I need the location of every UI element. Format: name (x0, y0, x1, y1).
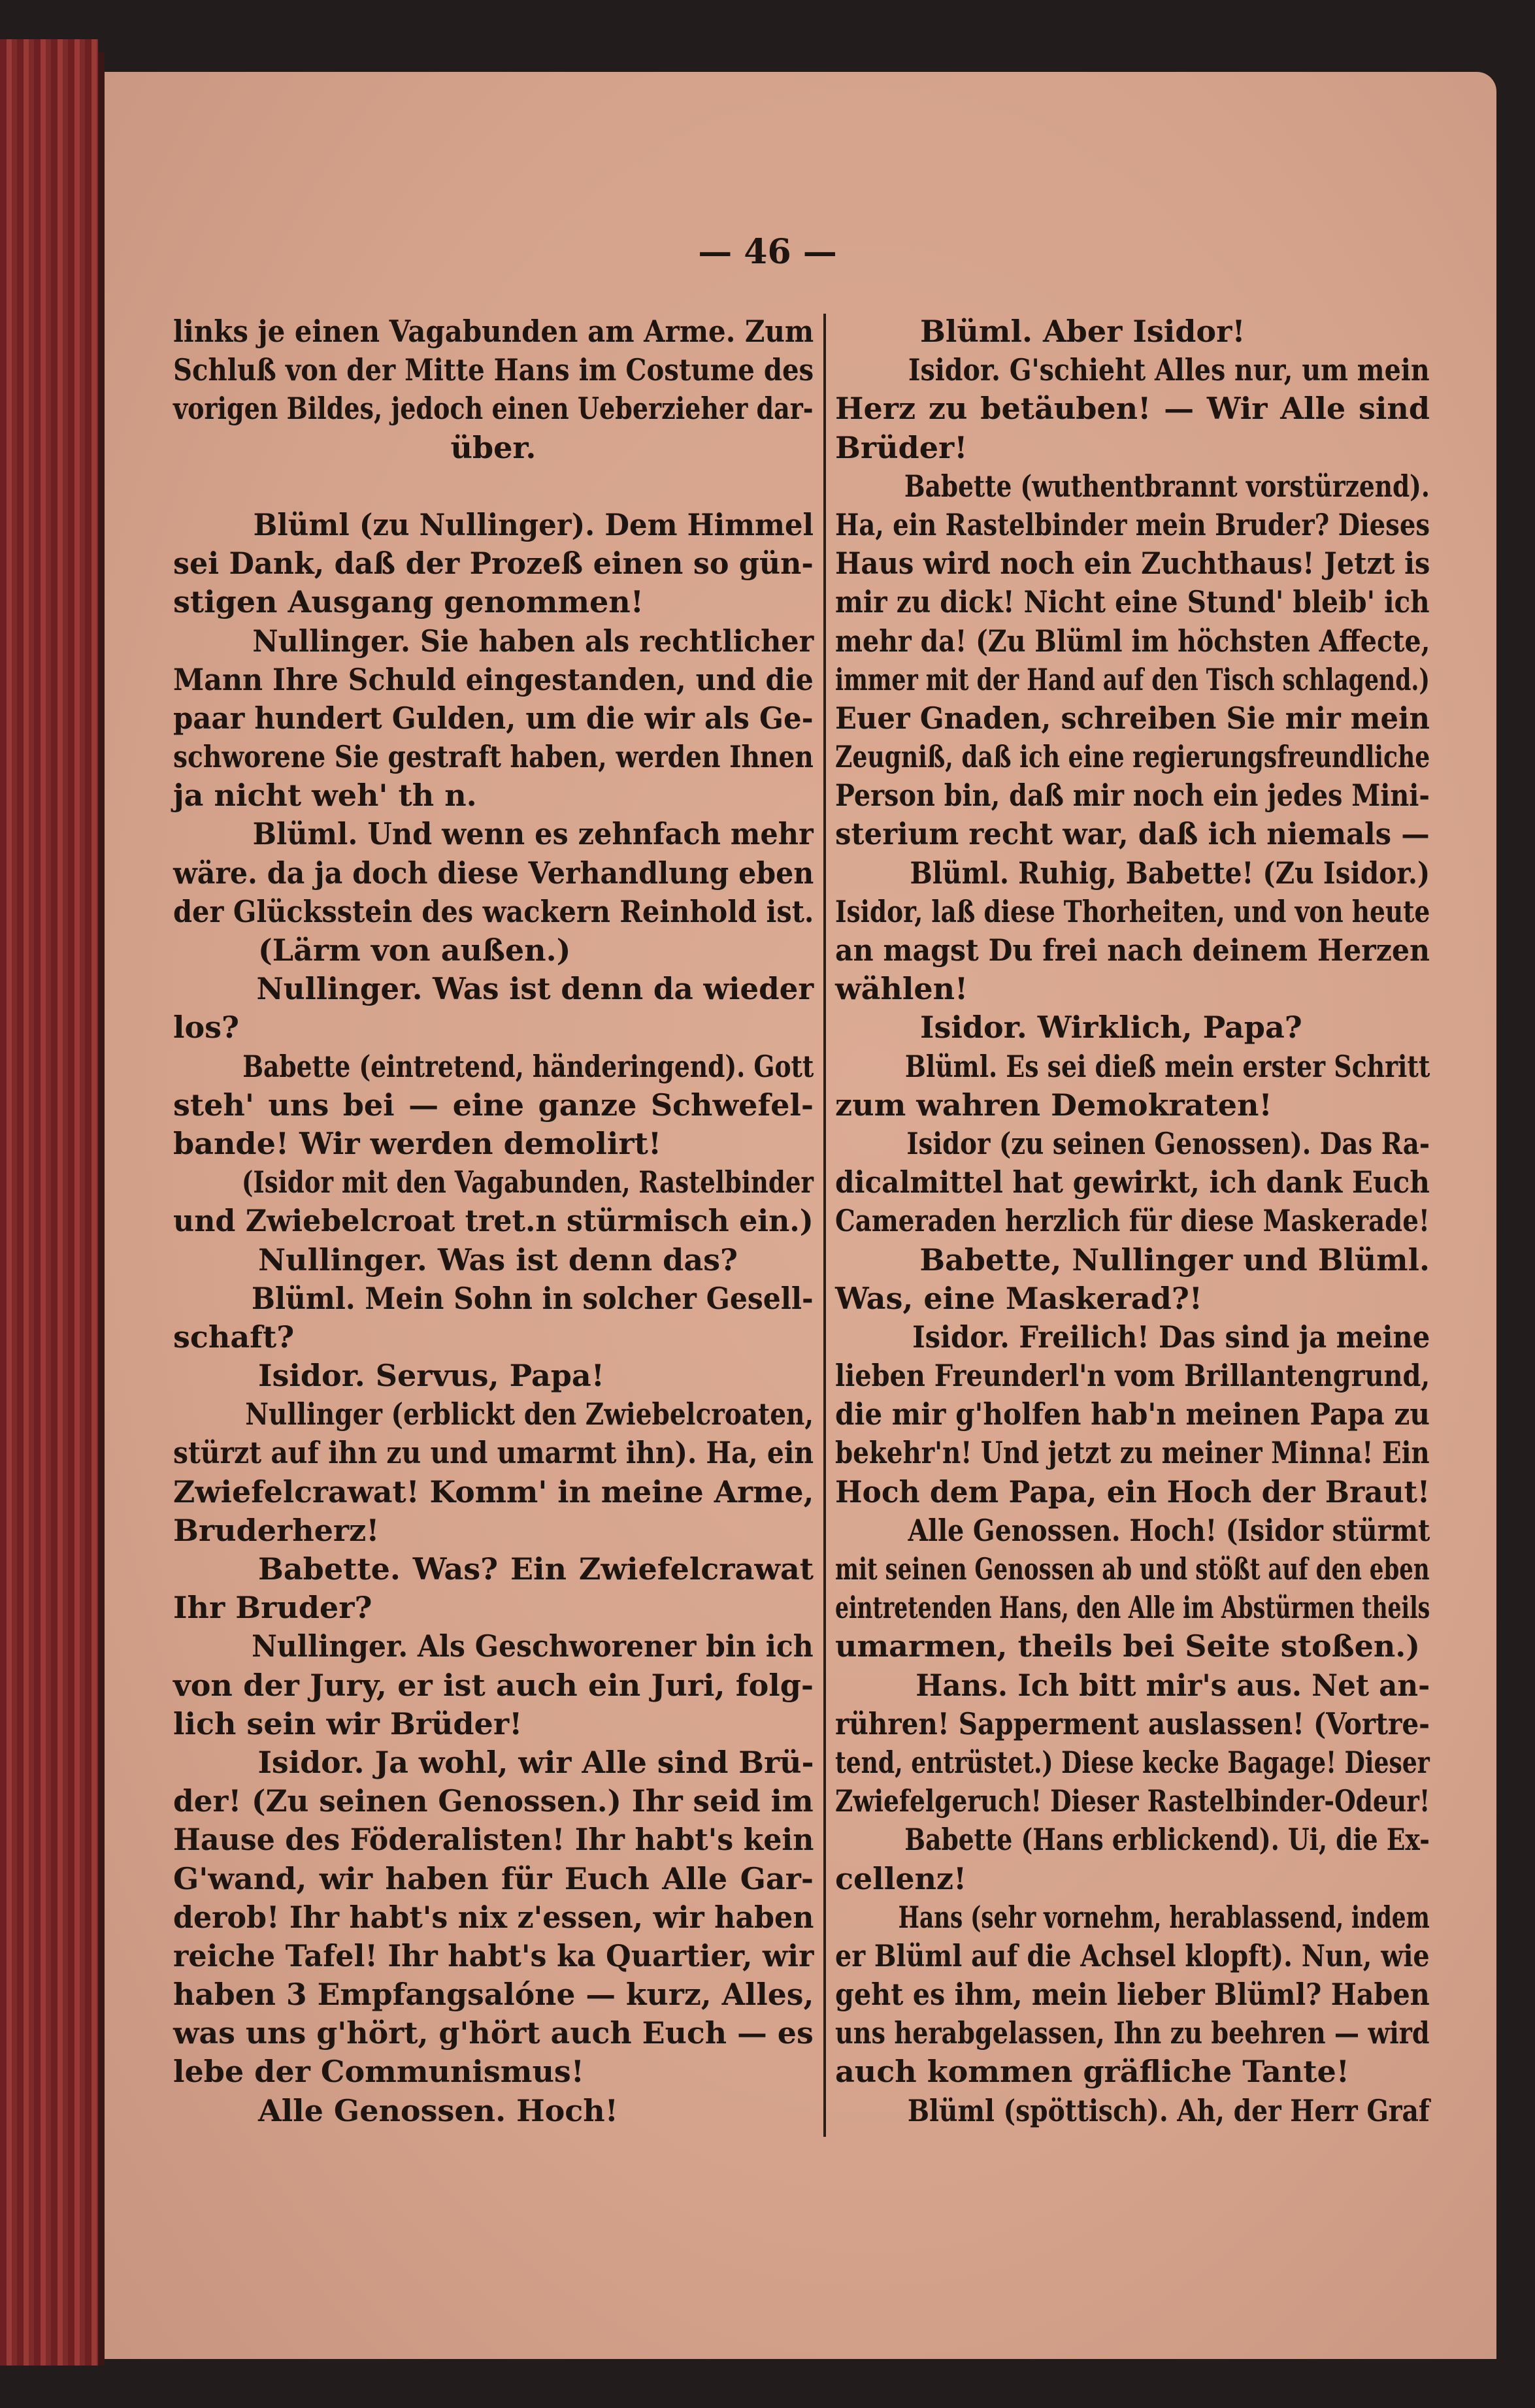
text-line: Haus wird noch ein Zuchthaus! Jetzt is (835, 546, 1430, 582)
text-line: Babette (wuthentbrannt vorstürzend). (904, 468, 1430, 504)
text-line: Blüml. Es sei dieß mein erster Schritt (904, 1048, 1430, 1084)
text-line: Babette (eintretend, händeringend). Gott (242, 1048, 814, 1084)
text-line: lieben Freunderl'n vom Brillantengrund, (835, 1358, 1430, 1394)
text-line: uns herabgelassen, Ihn zu beehren — wird (835, 2015, 1430, 2051)
text-line: und Zwiebelcroat tret.n stürmisch ein.) (173, 1203, 814, 1239)
text-line: auch kommen gräfliche Tante! (835, 2054, 1349, 2090)
right-text-column (835, 312, 1430, 2130)
column-divider (823, 314, 826, 2137)
text-line: Mann Ihre Schuld eingestanden, und die (173, 661, 814, 697)
text-line: derob! Ihr habt's nix z'essen, wir haben (173, 1899, 814, 1935)
text-line: eintretenden Hans, den Alle im Abstürmen theils (835, 1590, 1430, 1626)
text-line: immer mit der Hand auf den Tisch schlagend.) (835, 661, 1430, 697)
text-line: schworene Sie gestraft haben, werden Ihnen (173, 739, 814, 775)
text-line: an magst Du frei nach deinem Herzen (835, 932, 1430, 968)
text-line: Bruderherz! (173, 1512, 380, 1548)
text-line: Hause des Föderalisten! Ihr habt's kein (173, 1822, 814, 1858)
text-line: von der Jury, er ist auch ein Juri, folg- (173, 1667, 814, 1703)
text-line: rühren! Sapperment auslassen! (Vortre- (835, 1706, 1430, 1741)
text-line: haben 3 Empfangsalóne — kurz, Alles, (173, 1977, 814, 2013)
text-line: Herz zu betäuben! — Wir Alle sind (835, 391, 1430, 427)
blank-line (173, 467, 814, 506)
text-line: Babette, Nullinger und Blüml. (919, 1242, 1430, 1278)
text-line: über. (450, 429, 536, 465)
text-line: lebe der Communismus! (173, 2054, 584, 2090)
text-line: tend, entrüstet.) Diese kecke Bagage! Dieser (835, 1744, 1430, 1780)
text-line: Babette. Was? Ein Zwiefelcrawat (258, 1551, 814, 1587)
text-line: Person bin, daß mir noch ein jedes Mini- (835, 778, 1430, 814)
text-line: Blüml (spöttisch). Ah, der Herr Graf (907, 2092, 1430, 2128)
text-line: reiche Tafel! Ihr habt's ka Quartier, wir (173, 1938, 814, 1973)
text-line: Alle Genossen. Hoch! (258, 2092, 618, 2128)
text-line: Ha, ein Rastelbinder mein Bruder? Dieses (835, 506, 1430, 542)
text-line: sei Dank, daß der Prozeß einen so gün- (173, 546, 814, 582)
text-line: bande! Wir werden demolirt! (173, 1125, 662, 1161)
text-line: der Glücksstein des wackern Reinhold ist. (173, 893, 814, 929)
text-line: Isidor. Servus, Papa! (258, 1358, 604, 1394)
text-line: Isidor. G'schieht Alles nur, um mein (908, 352, 1430, 388)
text-line: er Blüml auf die Achsel klopft). Nun, wie (835, 1938, 1430, 1973)
text-line: sterium recht war, daß ich niemals — (835, 816, 1430, 852)
text-line: geht es ihm, mein lieber Blüml? Haben (835, 1977, 1430, 2013)
text-line: lich sein wir Brüder! (173, 1706, 523, 1741)
text-line: Was, eine Maskerad?! (835, 1280, 1202, 1316)
text-line: Blüml. Aber Isidor! (920, 314, 1246, 349)
page-number: — 46 — (698, 232, 837, 272)
text-line: Alle Genossen. Hoch! (Isidor stürmt (908, 1512, 1430, 1548)
text-line: Hans. Ich bitt mir's aus. Net an- (916, 1667, 1430, 1703)
text-line: Blüml (zu Nullinger). Dem Himmel (253, 506, 814, 542)
text-line: die mir g'holfen hab'n meinen Papa zu (835, 1396, 1430, 1432)
text-line: Isidor (zu seinen Genossen). Das Ra- (906, 1125, 1430, 1161)
text-line: was uns g'hört, g'hört auch Euch — es (173, 2015, 814, 2051)
text-line: Blüml. Mein Sohn in solcher Gesell- (251, 1280, 814, 1316)
text-line: stigen Ausgang genommen! (173, 584, 644, 620)
text-line: Zwiefelgeruch! Dieser Rastelbinder-Odeur! (835, 1783, 1430, 1819)
text-line: mir zu dick! Nicht eine Stund' bleib' ich (835, 584, 1430, 620)
text-line: paar hundert Gulden, um die wir als Ge- (173, 700, 814, 736)
text-line: schaft? (173, 1319, 295, 1355)
text-line: Zwiefelcrawat! Komm' in meine Arme, (173, 1474, 814, 1509)
text-line: dicalmittel hat gewirkt, ich dank Euch (835, 1164, 1430, 1200)
text-line: Zeugniß, daß ich eine regierungsfreundliche (835, 739, 1430, 775)
text-line: Cameraden herzlich für diese Maskerade! (835, 1203, 1430, 1239)
text-line: steh' uns bei — eine ganze Schwefel- (173, 1087, 814, 1123)
text-line: vorigen Bildes, jedoch einen Ueberzieher dar- (173, 391, 814, 427)
text-line: Hoch dem Papa, ein Hoch der Braut! (835, 1474, 1430, 1509)
text-line: wählen! (835, 971, 968, 1007)
left-text-column (173, 312, 814, 2130)
text-line: Isidor. Ja wohl, wir Alle sind Brü- (257, 1744, 814, 1780)
text-line: Nullinger. Sie haben als rechtlicher (252, 623, 814, 659)
text-line: bekehr'n! Und jetzt zu meiner Minna! Ein (835, 1435, 1430, 1471)
text-line: Nullinger (erblickt den Zwiebelcroaten, (245, 1396, 814, 1432)
text-line: zum wahren Demokraten! (835, 1087, 1272, 1123)
text-line: stürzt auf ihn zu und umarmt ihn). Ha, ein (173, 1435, 814, 1471)
text-line: (Isidor mit den Vagabunden, Rastelbinder (241, 1164, 814, 1200)
book-page-edges (0, 39, 98, 2366)
text-line: Brüder! (835, 429, 968, 465)
text-line: cellenz! (835, 1860, 967, 1896)
text-line: Isidor. Freilich! Das sind ja meine (912, 1319, 1430, 1355)
text-line: Isidor. Wirklich, Papa? (920, 1010, 1302, 1046)
text-line: los? (173, 1010, 240, 1046)
text-line: Blüml. Ruhig, Babette! (Zu Isidor.) (910, 855, 1430, 891)
text-line: mehr da! (Zu Blüml im höchsten Affecte, (835, 623, 1430, 659)
text-line: Nullinger. Was ist denn da wieder (256, 971, 814, 1007)
text-line: Euer Gnaden, schreiben Sie mir mein (835, 700, 1430, 736)
text-line: der! (Zu seinen Genossen.) Ihr seid im (173, 1783, 814, 1819)
text-line: Ihr Bruder? (173, 1590, 372, 1626)
text-line: G'wand, wir haben für Euch Alle Gar- (173, 1860, 814, 1896)
book-spine-shadow (98, 52, 105, 2366)
text-line: Blüml. Und wenn es zehnfach mehr (252, 816, 814, 852)
text-line: ja nicht weh' th n. (173, 778, 477, 814)
text-line: Schluß von der Mitte Hans im Costume des (173, 352, 814, 388)
text-line: Nullinger. Als Geschworener bin ich (252, 1628, 814, 1664)
text-line: Isidor, laß diese Thorheiten, und von heute (835, 893, 1430, 929)
text-line: (Lärm von außen.) (258, 932, 571, 968)
text-line: links je einen Vagabunden am Arme. Zum (173, 314, 814, 349)
text-line: Babette (Hans erblickend). Ui, die Ex- (904, 1822, 1430, 1858)
text-line: Hans (sehr vornehm, herablassend, indem (898, 1899, 1430, 1935)
text-line: mit seinen Genossen ab und stößt auf den eben (835, 1551, 1430, 1587)
text-line: umarmen, theils bei Seite stoßen.) (835, 1628, 1421, 1664)
text-line: wäre. da ja doch diese Verhandlung eben (173, 855, 814, 891)
text-line: Nullinger. Was ist denn das? (258, 1242, 738, 1278)
